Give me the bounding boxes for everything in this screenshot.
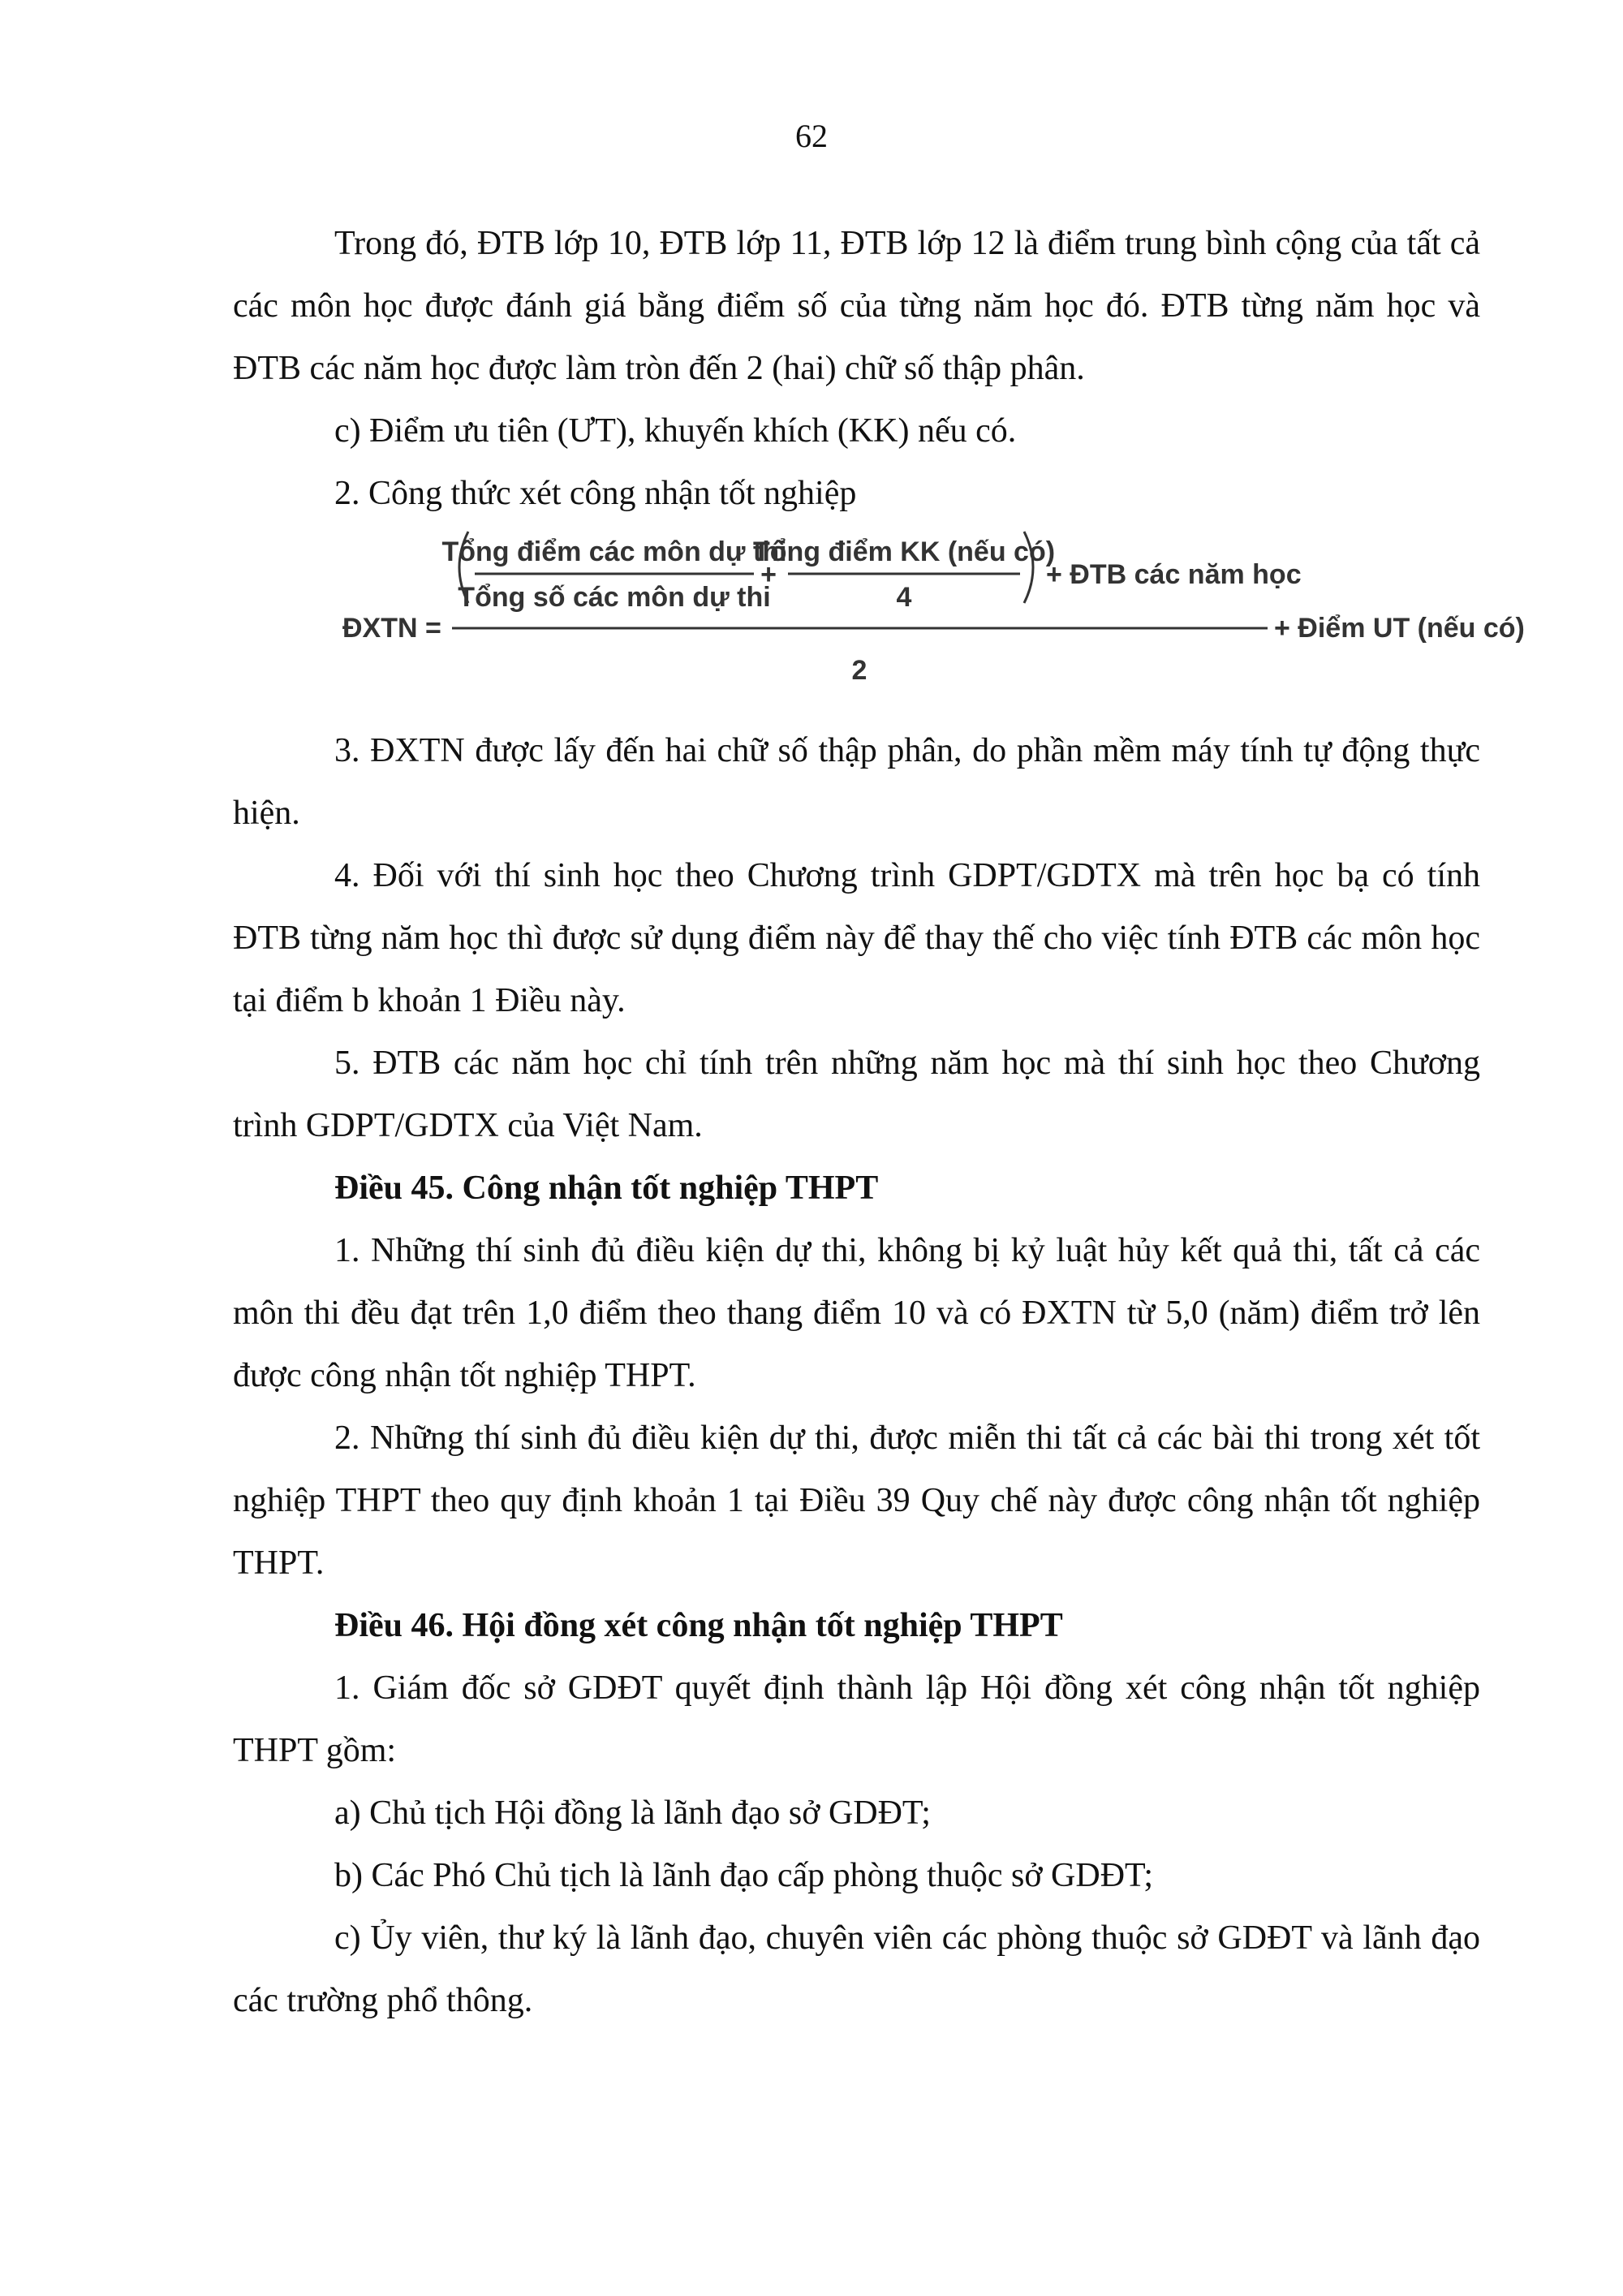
graduation-formula <box>233 525 1525 720</box>
paragraph-priority-points: c) Điểm ưu tiên (ƯT), khuyến khích (KK) nếu có. <box>334 412 1017 450</box>
formula-graphic <box>233 525 1525 720</box>
article-46-heading: Điều 46. Hội đồng xét công nhận tốt nghiệp THPT <box>334 1607 1063 1644</box>
paragraph-dtb-definition: Trong đó, ĐTB lớp 10, ĐTB lớp 11, ĐTB lớp 12 là điểm trung bình cộng của tất cả các môn học được đánh giá bằng điểm số của từng năm học đó. ĐTB từng năm học và ĐTB các năm học được làm tròn đến 2 (hai) chữ số thập phân. <box>233 225 1480 387</box>
article-46-item-a: a) Chủ tịch Hội đồng là lãnh đạo sở GDĐT; <box>334 1794 931 1832</box>
formula-frac2-denominator: 4 <box>896 582 912 613</box>
article-45-paragraph-2: 2. Những thí sinh đủ điều kiện dự thi, được miễn thi tất cả các bài thi trong xét tốt nghiệp THPT theo quy định khoản 1 tại Điều 39 Quy chế này được công nhận tốt nghiệp THPT. <box>233 1419 1480 1582</box>
formula-plus-dtb: + ĐTB các năm học <box>1046 559 1302 590</box>
article-46-item-c: c) Ủy viên, thư ký là lãnh đạo, chuyên viên các phòng thuộc sở GDĐT và lãnh đạo các trường phổ thông. <box>233 1919 1480 2019</box>
formula-frac1-numerator: Tổng điểm các môn dự thi <box>441 536 787 567</box>
article-45-heading: Điều 45. Công nhận tốt nghiệp THPT <box>334 1170 879 1207</box>
formula-plus-1: + <box>760 559 777 590</box>
formula-lhs: ĐXTN = <box>342 613 441 644</box>
formula-main-denominator: 2 <box>851 655 867 686</box>
article-46-paragraph-1: 1. Giám đốc sở GDĐT quyết định thành lập Hội đồng xét công nhận tốt nghiệp THPT gồm: <box>233 1669 1480 1769</box>
document-body <box>233 213 1525 2032</box>
article-45-paragraph-1: 1. Những thí sinh đủ điều kiện dự thi, không bị kỷ luật hủy kết quả thi, tất cả các môn thi đều đạt trên 1,0 điểm theo thang điểm 10 và có ĐXTN từ 5,0 (năm) điểm trở lên được công nhận tốt nghiệp THPT. <box>233 1232 1480 1394</box>
page-number: 62 <box>795 118 828 154</box>
formula-frac2-numerator: Tổng điểm KK (nếu có) <box>752 536 1056 567</box>
formula-plus-ut: + Điểm UT (nếu có) <box>1274 613 1525 644</box>
paragraph-dxtn-rounding: 3. ĐXTN được lấy đến hai chữ số thập phân, do phần mềm máy tính tự động thực hiện. <box>233 732 1480 832</box>
paragraph-formula-intro: 2. Công thức xét công nhận tốt nghiệp <box>334 475 857 512</box>
formula-frac1-denominator: Tổng số các môn dự thi <box>458 582 771 613</box>
article-46-item-b: b) Các Phó Chủ tịch là lãnh đạo cấp phòng thuộc sở GDĐT; <box>334 1857 1154 1894</box>
paragraph-gdpt-gdtx: 4. Đối với thí sinh học theo Chương trình GDPT/GDTX mà trên học bạ có tính ĐTB từng năm học thì được sử dụng điểm này để thay thế cho việc tính ĐTB các môn học tại điểm b khoản 1 Điều này. <box>233 857 1480 1019</box>
paragraph-dtb-years: 5. ĐTB các năm học chỉ tính trên những năm học mà thí sinh học theo Chương trình GDPT/GDTX của Việt Nam. <box>233 1045 1480 1144</box>
